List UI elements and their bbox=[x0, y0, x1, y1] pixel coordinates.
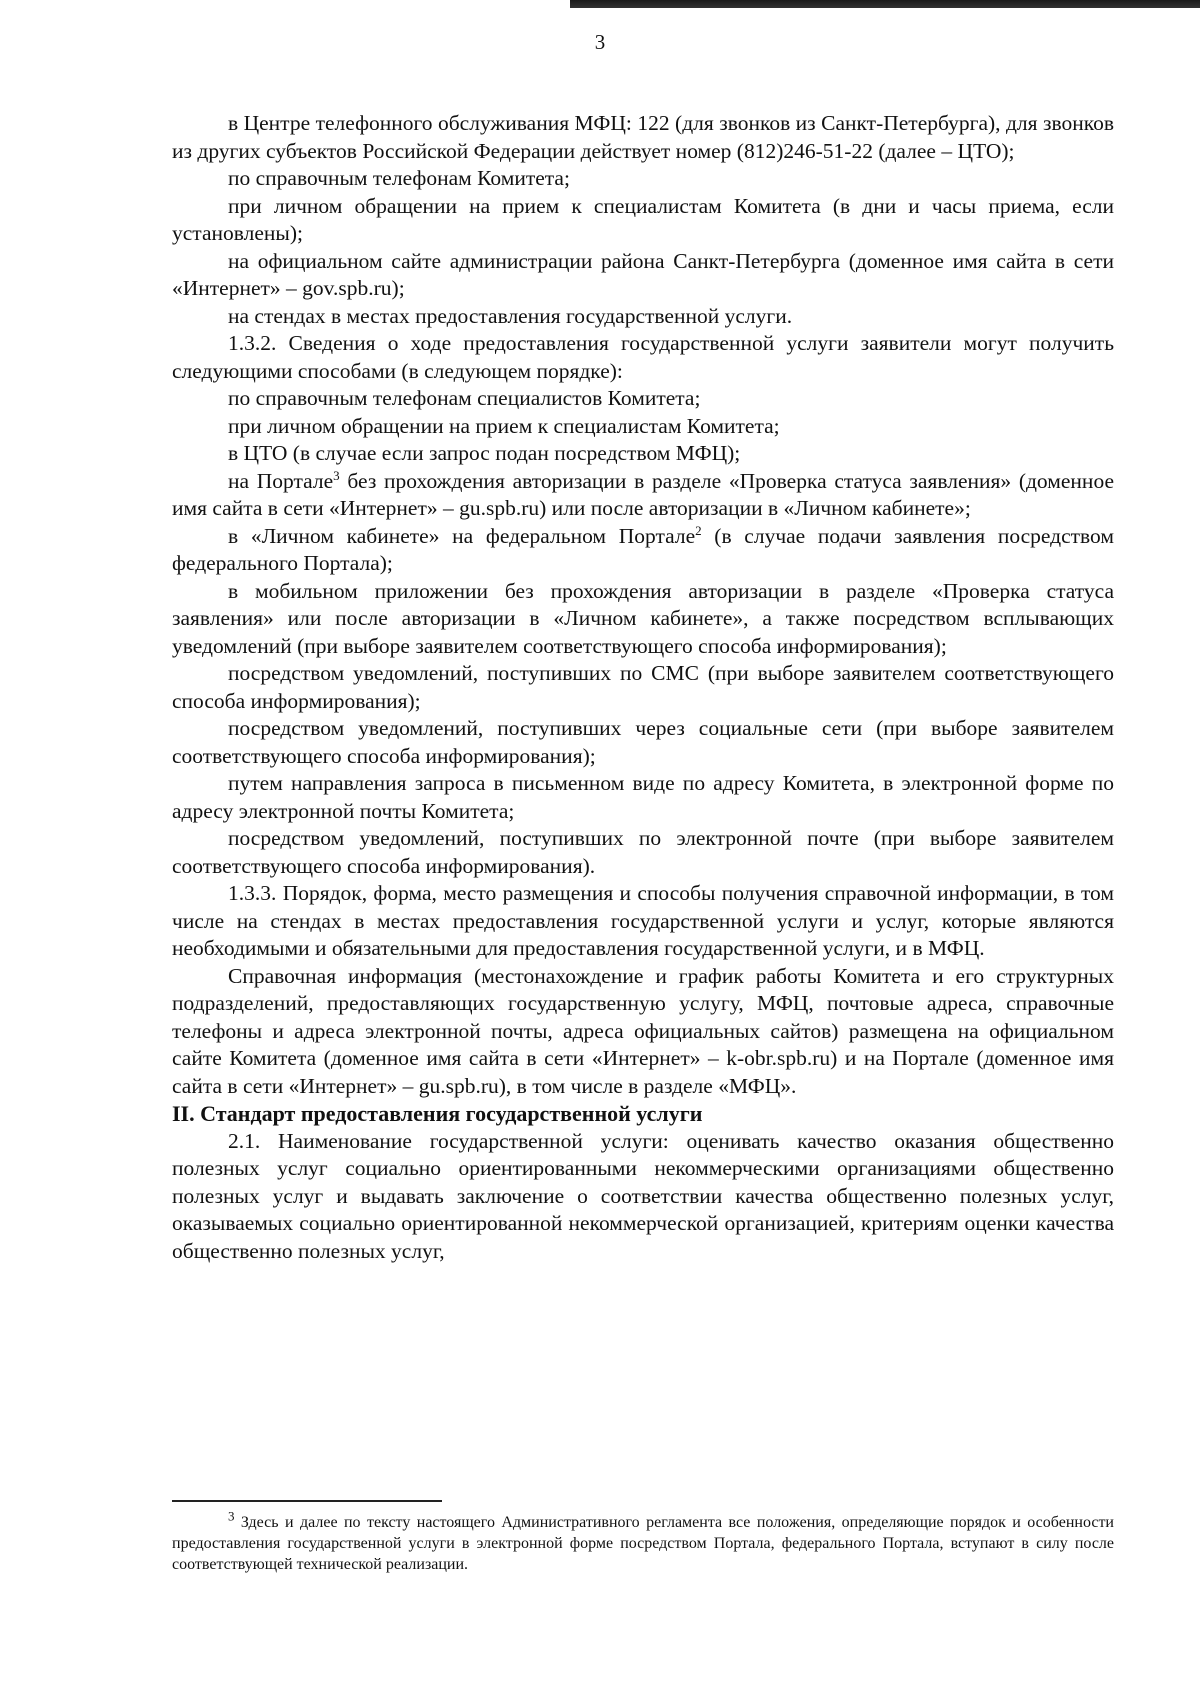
portal-text-after: без прохождения авторизации в разделе «Проверка статуса заявления» (доменное имя сайта в сети «Интернет» – gu.spb.ru) или после авторизации в «Личном кабинете»; bbox=[172, 468, 1114, 520]
paragraph: 1.3.2. Сведения о ходе предоставления государственной услуги заявители могут получить следующими способами (в следующем порядке): bbox=[172, 331, 1114, 383]
paragraph: путем направления запроса в письменном виде по адресу Комитета, в электронной форме по адресу электронной почты Комитета; bbox=[172, 771, 1114, 823]
paragraph: в ЦТО (в случае если запрос подан посредством МФЦ); bbox=[228, 441, 741, 465]
footnote-marker: 3 bbox=[228, 1508, 235, 1524]
scan-edge bbox=[570, 0, 1200, 8]
paragraph: на стендах в местах предоставления государственной услуги. bbox=[228, 303, 793, 328]
page-number: 3 bbox=[594, 30, 606, 54]
paragraph: в мобильном приложении без прохождения авторизации в разделе «Проверка статуса заявления» или после авторизации в «Личном кабинете», а также посредством всплывающих уведомлений (при выборе заявителем соответствующего способа информирования); bbox=[172, 578, 1114, 658]
document-body bbox=[172, 110, 1114, 1265]
paragraph: посредством уведомлений, поступивших по электронной почте (при выборе заявителем соответствующего способа информирования). bbox=[172, 826, 1114, 878]
paragraph: в Центре телефонного обслуживания МФЦ: 122 (для звонков из Санкт-Петербурга), для звонков из других субъектов Российской Федерации действует номер (812)246-51-22 (далее – ЦТО); bbox=[172, 111, 1114, 163]
footnote-text: Здесь и далее по тексту настоящего Административного регламента все положения, определяющие порядок и особенности предоставления государственной услуги в электронной форме посредством Портала, федерального Портала, вступают в силу после соответствующей технической реализации. bbox=[172, 1514, 1114, 1573]
section-heading: II. Стандарт предоставления государственной услуги bbox=[172, 1101, 703, 1126]
paragraph: посредством уведомлений, поступивших по СМС (при выборе заявителем соответствующего способа информирования); bbox=[172, 661, 1114, 713]
footnote-divider bbox=[172, 1500, 442, 1502]
paragraph: на официальном сайте администрации района Санкт-Петербурга (доменное имя сайта в сети «Интернет» – gov.spb.ru); bbox=[172, 248, 1114, 300]
federal-text-after: (в случае подачи заявления посредством федерального Портала); bbox=[172, 523, 1114, 575]
paragraph-portal bbox=[172, 468, 1114, 523]
paragraph: при личном обращении на прием к специалистам Комитета; bbox=[228, 413, 780, 438]
paragraph: Справочная информация (местонахождение и график работы Комитета и его структурных подразделений, предоставляющих государственную услугу, МФЦ, почтовые адреса, справочные телефоны и адреса электронной почты, адреса официальных сайтов) размещена на официальном сайте Комитета (доменное имя сайта в сети «Интернет» – k-obr.spb.ru) и на Портале (доменное имя сайта в сети «Интернет» – gu.spb.ru), в том числе в разделе «МФЦ». bbox=[172, 963, 1114, 1098]
paragraph: по справочным телефонам специалистов Комитета; bbox=[228, 386, 701, 410]
paragraph: посредством уведомлений, поступивших через социальные сети (при выборе заявителем соответствующего способа информирования); bbox=[172, 716, 1114, 768]
federal-text-before: в «Личном кабинете» на федеральном Портале bbox=[228, 523, 696, 548]
footnote-reference: 2 bbox=[695, 522, 702, 538]
portal-text-before: на Портале bbox=[228, 468, 334, 493]
paragraph: по справочным телефонам Комитета; bbox=[228, 166, 570, 190]
footnote bbox=[172, 1508, 1114, 1575]
paragraph: при личном обращении на прием к специалистам Комитета (в дни и часы приема, если установлены); bbox=[172, 193, 1114, 245]
footnote-reference: 3 bbox=[333, 467, 340, 483]
paragraph-federal-portal bbox=[172, 523, 1114, 578]
paragraph: 1.3.3. Порядок, форма, место размещения и способы получения справочной информации, в том числе на стендах в местах предоставления государственной услуги и услуг, которые являются необходимыми и обязательными для предоставления государственной услуги, и в МФЦ. bbox=[172, 881, 1114, 960]
paragraph: 2.1. Наименование государственной услуги: оценивать качество оказания общественно полезных услуг социально ориентированными некоммерческими организациями общественно полезных услуг и выдавать заключение о соответствии качества общественно полезных услуг, оказываемых социально ориентированной некоммерческой организацией, критериям оценки качества общественно полезных услуг, bbox=[172, 1128, 1114, 1263]
